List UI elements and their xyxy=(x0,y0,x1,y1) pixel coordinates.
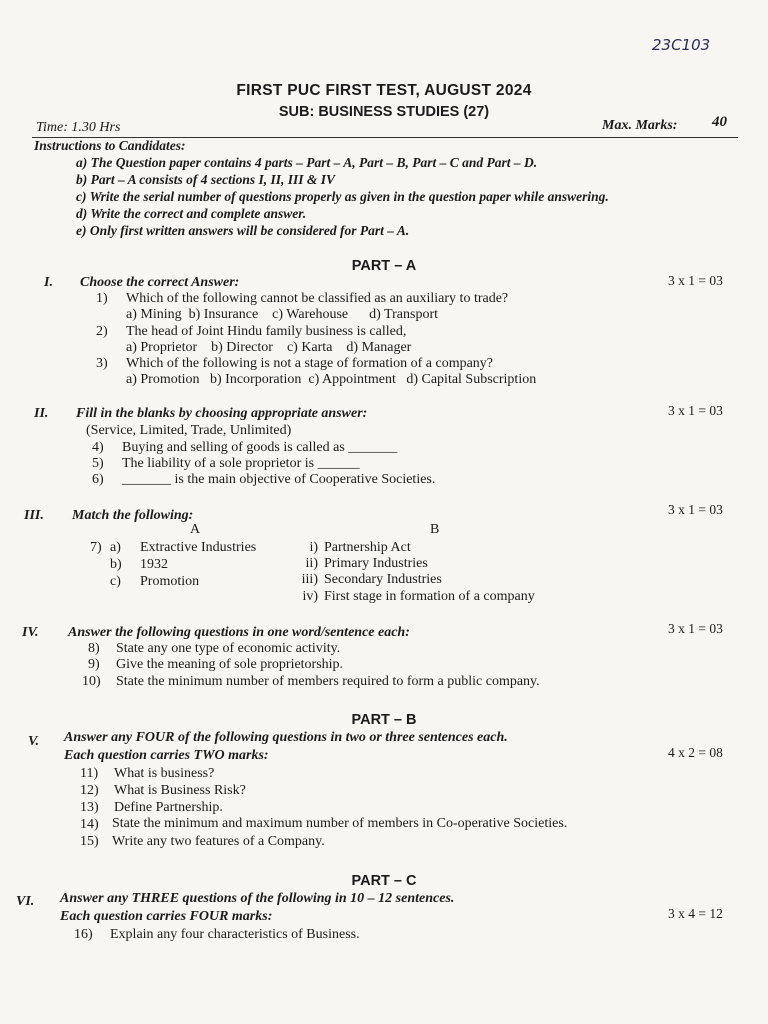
match-left-key: a) xyxy=(110,540,121,555)
match-right-item: Primary Industries xyxy=(324,556,428,571)
question-number: 15) xyxy=(80,834,99,849)
paper-title: FIRST PUC FIRST TEST, AUGUST 2024 xyxy=(236,82,532,99)
question-text: What is Business Risk? xyxy=(114,783,246,798)
section-marks: 3 x 1 = 03 xyxy=(668,502,723,517)
match-left-key: c) xyxy=(110,574,121,589)
handwritten-code: 23C103 xyxy=(652,36,711,54)
section-marks: 3 x 1 = 03 xyxy=(668,621,723,636)
instruction-item: b) Part – A consists of 4 sections I, II, III & IV xyxy=(76,172,336,187)
instructions-title: Instructions to Candidates: xyxy=(34,138,186,153)
question-number: 4) xyxy=(92,440,104,455)
max-marks-value: 40 xyxy=(712,114,727,130)
question-number: 13) xyxy=(80,800,99,815)
question-number: 11) xyxy=(80,766,99,781)
part-a-title: PART – A xyxy=(351,258,417,274)
question-number: 6) xyxy=(92,472,104,487)
question-text: _______ is the main objective of Cooperative Societies. xyxy=(122,472,436,487)
question-text: State any one type of economic activity. xyxy=(116,641,341,656)
question-options: a) Promotion b) Incorporation c) Appointment d) Capital Subscription xyxy=(126,372,537,387)
match-left-item: Extractive Industries xyxy=(140,540,257,555)
question-number: 7) xyxy=(90,540,102,555)
section-subheading: Each question carries TWO marks: xyxy=(64,748,269,763)
match-right-item: First stage in formation of a company xyxy=(324,589,535,604)
section-heading: Answer the following questions in one word/sentence each: xyxy=(68,625,410,640)
section-number: I. xyxy=(44,275,53,290)
question-number: 16) xyxy=(74,927,93,942)
question-text: Give the meaning of sole proprietorship. xyxy=(116,657,344,672)
paper-subject: SUB: BUSINESS STUDIES (27) xyxy=(278,104,490,120)
match-right-key: i) xyxy=(309,540,318,555)
question-text: Define Partnership. xyxy=(114,800,223,815)
match-left-item: Promotion xyxy=(140,574,200,589)
question-text: Explain any four characteristics of Business. xyxy=(110,927,360,942)
fill-choices: (Service, Limited, Trade, Unlimited) xyxy=(86,423,292,438)
time-label: Time: 1.30 Hrs xyxy=(36,120,121,135)
question-options: a) Proprietor b) Director c) Karta d) Manager xyxy=(126,340,412,355)
question-options: a) Mining b) Insurance c) Warehouse d) Transport xyxy=(126,307,438,322)
question-text: State the minimum and maximum number of members in Co-operative Societies. xyxy=(112,816,568,831)
match-right-key: ii) xyxy=(305,556,318,571)
question-number: 12) xyxy=(80,783,99,798)
question-text: Which of the following is not a stage of formation of a company? xyxy=(126,356,494,371)
part-c-title: PART – C xyxy=(351,873,417,889)
question-number: 8) xyxy=(88,641,100,656)
question-text: State the minimum number of members required to form a public company. xyxy=(116,674,540,689)
section-number: V. xyxy=(28,734,40,749)
question-number: 9) xyxy=(88,657,100,672)
question-text: The head of Joint Hindu family business is called, xyxy=(126,324,407,339)
match-right-item: Secondary Industries xyxy=(324,572,442,587)
match-right-key: iii) xyxy=(301,572,318,587)
match-right-item: Partnership Act xyxy=(324,540,411,555)
section-number: III. xyxy=(24,508,44,523)
instruction-item: d) Write the correct and complete answer. xyxy=(76,206,307,221)
match-right-key: iv) xyxy=(302,589,318,604)
question-text: The liability of a sole proprietor is ______ xyxy=(122,456,360,471)
section-number: VI. xyxy=(16,894,35,909)
column-b-header: B xyxy=(430,522,440,537)
question-number: 1) xyxy=(96,291,108,306)
question-number: 14) xyxy=(80,817,99,832)
question-text: Which of the following cannot be classified as an auxiliary to trade? xyxy=(126,291,509,306)
section-marks: 3 x 1 = 03 xyxy=(668,403,723,418)
question-text: Buying and selling of goods is called as _______ xyxy=(122,440,398,455)
section-marks: 3 x 4 = 12 xyxy=(668,906,723,921)
instruction-item: a) The Question paper contains 4 parts – Part – A, Part – B, Part – C and Part – D. xyxy=(76,155,538,170)
section-marks: 4 x 2 = 08 xyxy=(668,745,723,760)
question-number: 3) xyxy=(96,356,108,371)
match-left-item: 1932 xyxy=(140,557,168,572)
match-left-key: b) xyxy=(110,557,122,572)
question-number: 5) xyxy=(92,456,104,471)
section-heading: Answer any FOUR of the following questions in two or three sentences each. xyxy=(64,730,508,745)
section-number: IV. xyxy=(22,625,39,640)
question-text: What is business? xyxy=(114,766,215,781)
section-subheading: Each question carries FOUR marks: xyxy=(60,909,273,924)
section-heading: Fill in the blanks by choosing appropriate answer: xyxy=(76,406,368,421)
max-marks-label: Max. Marks: xyxy=(602,118,678,133)
question-number: 10) xyxy=(82,674,101,689)
instruction-item: c) Write the serial number of questions properly as given in the question paper while answering. xyxy=(76,189,609,204)
section-heading: Answer any THREE questions of the following in 10 – 12 sentences. xyxy=(60,891,455,906)
part-b-title: PART – B xyxy=(351,712,417,728)
instruction-item: e) Only first written answers will be considered for Part – A. xyxy=(76,223,410,238)
section-heading: Match the following: xyxy=(72,508,194,523)
question-text: Write any two features of a Company. xyxy=(112,834,325,849)
section-number: II. xyxy=(34,406,49,421)
section-heading: Choose the correct Answer: xyxy=(80,275,240,290)
section-marks: 3 x 1 = 03 xyxy=(668,273,723,288)
column-a-header: A xyxy=(190,522,201,537)
question-number: 2) xyxy=(96,324,108,339)
